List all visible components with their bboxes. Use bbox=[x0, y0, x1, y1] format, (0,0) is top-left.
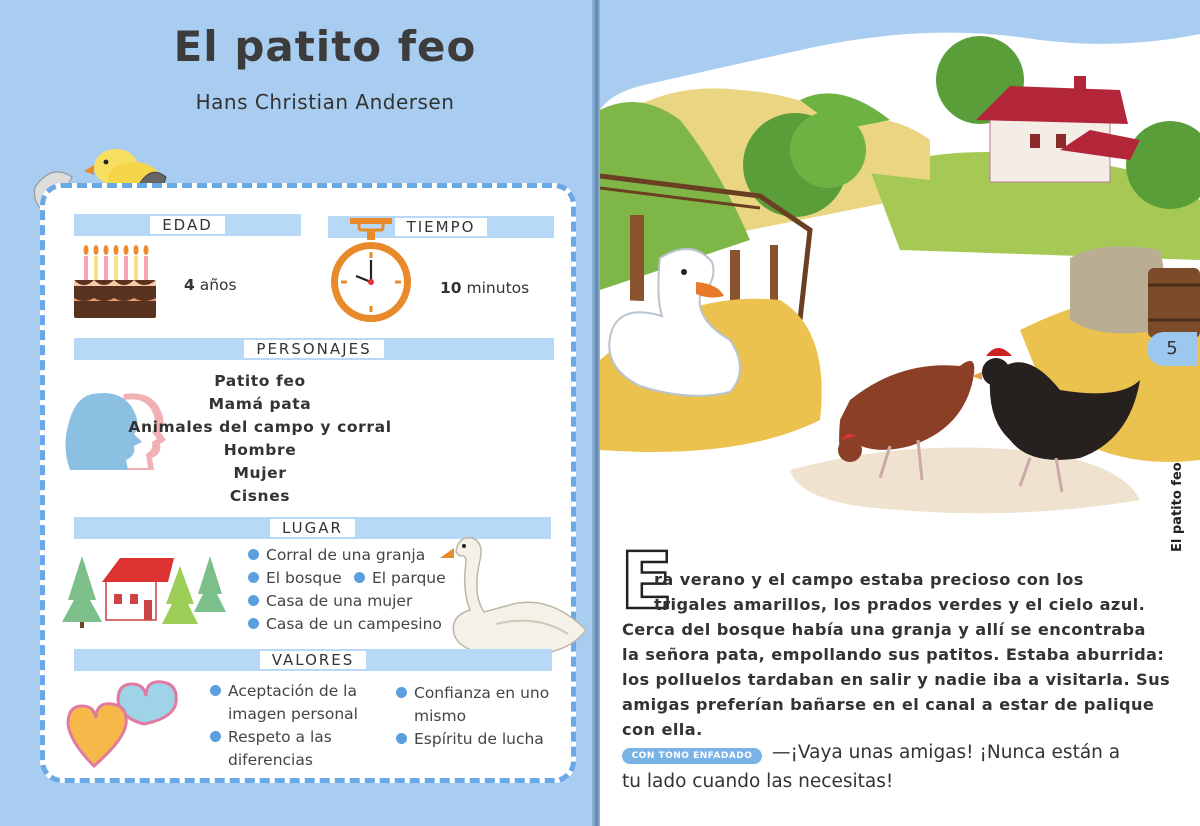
story-text-line: los polluelos tardaban en salir y nadie iba a visitarla. Sus bbox=[622, 670, 1171, 689]
birthday-cake-icon bbox=[70, 242, 160, 322]
speech-text-line: tu lado cuando las necesitas! bbox=[622, 771, 894, 792]
svg-text:E: E bbox=[620, 540, 674, 616]
right-page bbox=[600, 0, 1200, 826]
valor-item: Aceptación de la bbox=[210, 680, 357, 702]
hearts-icon bbox=[62, 678, 186, 770]
side-title-text: El patito feo bbox=[1170, 462, 1185, 552]
valor-item-continued: diferencias bbox=[228, 751, 313, 769]
bullet-icon bbox=[248, 572, 259, 583]
bullet-icon bbox=[210, 731, 221, 742]
page-number: 5 bbox=[1147, 332, 1197, 366]
character-item: Cisnes bbox=[229, 487, 291, 505]
time-value bbox=[440, 279, 529, 297]
valor-item-continued: mismo bbox=[414, 707, 467, 725]
story-text-line: con ella. bbox=[622, 720, 703, 739]
character-item: Animales del campo y corral bbox=[128, 418, 392, 436]
time-unit: minutos bbox=[466, 279, 530, 297]
bullet-icon bbox=[248, 618, 259, 629]
edad-heading: EDAD bbox=[150, 216, 225, 234]
valor-item: Espíritu de lucha bbox=[396, 728, 544, 750]
bullet-icon bbox=[396, 687, 407, 698]
tone-badge: CON TONO ENFADADO bbox=[622, 748, 762, 764]
valor-item: Confianza en uno bbox=[396, 682, 549, 704]
bullet-icon bbox=[248, 595, 259, 606]
tiempo-heading: TIEMPO bbox=[395, 218, 488, 236]
bullet-icon bbox=[210, 685, 221, 696]
bullet-icon bbox=[354, 572, 365, 583]
time-number: 10 bbox=[440, 279, 462, 297]
lugar-item: Casa de una mujer bbox=[248, 590, 412, 612]
bullet-icon bbox=[248, 549, 259, 560]
book-author: Hans Christian Andersen bbox=[195, 90, 455, 114]
character-item: Hombre bbox=[223, 441, 297, 459]
story-text-line: ra verano y el campo estaba precioso con los bbox=[654, 570, 1084, 589]
edad-band bbox=[74, 214, 301, 236]
age-unit: años bbox=[199, 276, 237, 294]
personajes-band bbox=[74, 338, 554, 360]
farm-scene-illustration bbox=[600, 0, 1200, 530]
side-title bbox=[1158, 390, 1198, 552]
stopwatch-icon bbox=[326, 218, 416, 330]
character-item: Patito feo bbox=[214, 372, 306, 390]
lugar-item: El bosque bbox=[248, 567, 342, 589]
personajes-heading: PERSONAJES bbox=[244, 340, 383, 358]
speech-text-line: —¡Vaya unas amigas! ¡Nunca están a bbox=[772, 742, 1121, 763]
lugar-heading: LUGAR bbox=[270, 519, 355, 537]
story-text-line: Cerca del bosque había una granja y allí se encontraba bbox=[622, 620, 1146, 639]
character-item: Mujer bbox=[233, 464, 287, 482]
story-text-line: trigales amarillos, los prados verdes y el cielo azul. bbox=[654, 595, 1146, 614]
valor-item-continued: imagen personal bbox=[228, 705, 358, 723]
valores-band bbox=[74, 649, 552, 671]
swan-illustration bbox=[436, 534, 590, 664]
story-text-line: amigas preferían bañarse en el canal a estar de palique bbox=[622, 695, 1155, 714]
house-and-trees-icon bbox=[62, 552, 232, 630]
lugar-item: El parque bbox=[354, 567, 446, 589]
valor-item: Respeto a las bbox=[210, 726, 332, 748]
character-item: Mamá pata bbox=[208, 395, 312, 413]
lugar-item: Casa de un campesino bbox=[248, 613, 442, 635]
left-page bbox=[0, 0, 598, 826]
age-number: 4 bbox=[184, 276, 195, 294]
story-text-line: la señora pata, empollando sus patitos. Estaba aburrida: bbox=[622, 645, 1165, 664]
book-title: El patito feo bbox=[173, 22, 477, 71]
age-value bbox=[184, 276, 237, 294]
lugar-item: Corral de una granja bbox=[248, 544, 425, 566]
valores-heading: VALORES bbox=[260, 651, 367, 669]
bullet-icon bbox=[396, 733, 407, 744]
